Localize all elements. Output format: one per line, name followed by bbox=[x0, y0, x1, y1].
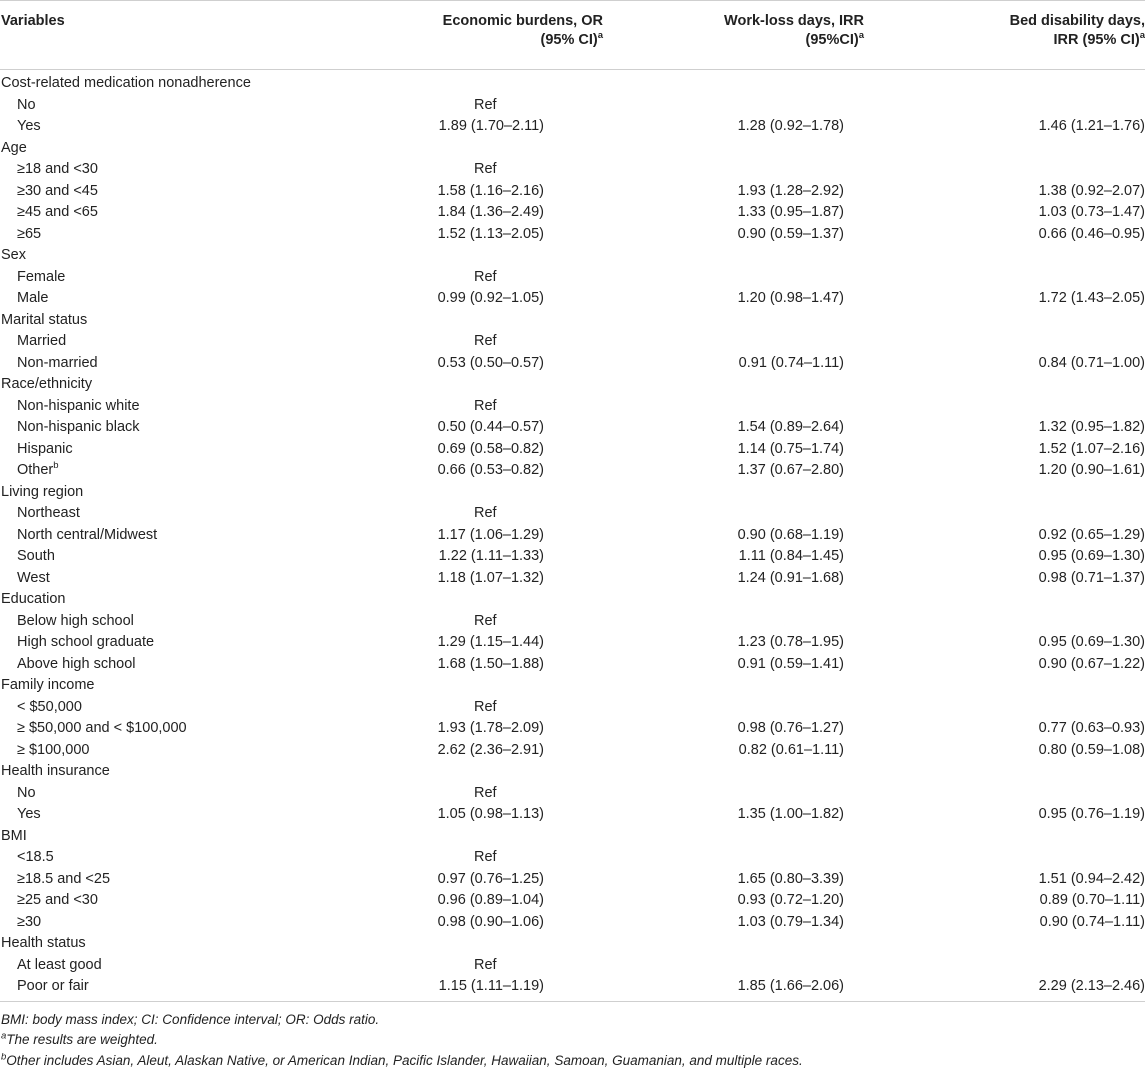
group-row bbox=[0, 589, 1145, 611]
table-row bbox=[0, 116, 1145, 138]
variable-label: ≥ $100,000 bbox=[0, 740, 342, 762]
work-loss-cell bbox=[614, 159, 889, 181]
economic-burden-cell: 0.50 (0.44–0.57) bbox=[342, 417, 614, 439]
economic-burden-cell: 1.68 (1.50–1.88) bbox=[342, 654, 614, 676]
economic-burden-cell bbox=[342, 70, 614, 95]
variable-label: Non-married bbox=[0, 353, 342, 375]
group-label: Health status bbox=[0, 933, 342, 955]
variable-label: ≥ $50,000 and < $100,000 bbox=[0, 718, 342, 740]
economic-burden-cell bbox=[342, 933, 614, 955]
economic-burden-cell: Ref bbox=[342, 697, 614, 719]
work-loss-cell: 1.23 (0.78–1.95) bbox=[614, 632, 889, 654]
work-loss-cell bbox=[614, 955, 889, 977]
economic-burden-cell: 0.96 (0.89–1.04) bbox=[342, 890, 614, 912]
footnote-abbreviations: BMI: body mass index; CI: Confidence interval; OR: Odds ratio. bbox=[1, 1010, 1145, 1031]
table-row bbox=[0, 503, 1145, 525]
variable-label: Other$^b$ bbox=[0, 460, 342, 482]
bed-disability-cell: 1.46 (1.21–1.76) bbox=[889, 116, 1145, 138]
group-row bbox=[0, 675, 1145, 697]
variable-label: West bbox=[0, 568, 342, 590]
economic-burden-cell bbox=[342, 589, 614, 611]
economic-burden-cell: Ref bbox=[342, 783, 614, 805]
bed-disability-cell: 0.66 (0.46–0.95) bbox=[889, 224, 1145, 246]
variable-label: Below high school bbox=[0, 611, 342, 633]
work-loss-cell: 1.93 (1.28–2.92) bbox=[614, 181, 889, 203]
variable-label: <18.5 bbox=[0, 847, 342, 869]
bed-disability-cell: 0.89 (0.70–1.11) bbox=[889, 890, 1145, 912]
bed-disability-cell: 0.80 (0.59–1.08) bbox=[889, 740, 1145, 762]
work-loss-cell: 1.11 (0.84–1.45) bbox=[614, 546, 889, 568]
work-loss-cell: 1.65 (0.80–3.39) bbox=[614, 869, 889, 891]
variable-label: Above high school bbox=[0, 654, 342, 676]
bed-disability-cell bbox=[889, 267, 1145, 289]
economic-burden-cell: 0.97 (0.76–1.25) bbox=[342, 869, 614, 891]
group-row bbox=[0, 826, 1145, 848]
work-loss-cell: 1.03 (0.79–1.34) bbox=[614, 912, 889, 934]
group-row bbox=[0, 245, 1145, 267]
table-footnotes bbox=[0, 1010, 1145, 1071]
bed-disability-cell bbox=[889, 589, 1145, 611]
work-loss-cell bbox=[614, 697, 889, 719]
work-loss-cell: 1.33 (0.95–1.87) bbox=[614, 202, 889, 224]
table-row bbox=[0, 847, 1145, 869]
variable-label: Poor or fair bbox=[0, 976, 342, 1001]
variable-label: Non-hispanic black bbox=[0, 417, 342, 439]
group-row bbox=[0, 374, 1145, 396]
table-row bbox=[0, 976, 1145, 1001]
table-row bbox=[0, 912, 1145, 934]
bed-disability-cell bbox=[889, 95, 1145, 117]
group-row bbox=[0, 482, 1145, 504]
table-row bbox=[0, 611, 1145, 633]
table-row bbox=[0, 632, 1145, 654]
work-loss-cell bbox=[614, 783, 889, 805]
work-loss-cell bbox=[614, 611, 889, 633]
work-loss-cell: 1.28 (0.92–1.78) bbox=[614, 116, 889, 138]
header-work-loss-days: Work-loss days, IRR $(95\%CI)^a$ bbox=[614, 1, 889, 70]
work-loss-cell bbox=[614, 70, 889, 95]
bed-disability-cell: 0.95 (0.69–1.30) bbox=[889, 546, 1145, 568]
variable-label: No bbox=[0, 783, 342, 805]
work-loss-cell bbox=[614, 589, 889, 611]
group-label: Age bbox=[0, 138, 342, 160]
economic-burden-cell: Ref bbox=[342, 331, 614, 353]
table-row bbox=[0, 460, 1145, 482]
economic-burden-cell: 2.62 (2.36–2.91) bbox=[342, 740, 614, 762]
bed-disability-cell: 0.98 (0.71–1.37) bbox=[889, 568, 1145, 590]
economic-burden-cell: 1.22 (1.11–1.33) bbox=[342, 546, 614, 568]
bed-disability-cell bbox=[889, 955, 1145, 977]
bed-disability-cell bbox=[889, 396, 1145, 418]
bed-disability-cell: 1.38 (0.92–2.07) bbox=[889, 181, 1145, 203]
variable-label: No bbox=[0, 95, 342, 117]
table-row bbox=[0, 331, 1145, 353]
bed-disability-cell: 0.84 (0.71–1.00) bbox=[889, 353, 1145, 375]
economic-burden-cell bbox=[342, 374, 614, 396]
variable-label: Yes bbox=[0, 116, 342, 138]
bed-disability-cell bbox=[889, 697, 1145, 719]
work-loss-cell: 0.91 (0.59–1.41) bbox=[614, 654, 889, 676]
table-row bbox=[0, 439, 1145, 461]
work-loss-cell bbox=[614, 396, 889, 418]
economic-burden-cell: Ref bbox=[342, 611, 614, 633]
table-row bbox=[0, 697, 1145, 719]
header-bed-disability-days: Bed disability days, IRR (95% CI)$^a$ bbox=[889, 1, 1145, 70]
group-label: Living region bbox=[0, 482, 342, 504]
footnote-b: $^b$Other includes Asian, Aleut, Alaskan Native, or American Indian, Pacific Islander, Hawaiian, Samoan, Guamanian, and multiple races. bbox=[1, 1051, 1145, 1071]
group-label: Family income bbox=[0, 675, 342, 697]
bed-disability-cell: 2.29 (2.13–2.46) bbox=[889, 976, 1145, 1001]
work-loss-cell: 1.85 (1.66–2.06) bbox=[614, 976, 889, 1001]
group-row bbox=[0, 70, 1145, 95]
economic-burden-cell bbox=[342, 482, 614, 504]
economic-burden-cell: 1.84 (1.36–2.49) bbox=[342, 202, 614, 224]
economic-burden-cell: 0.53 (0.50–0.57) bbox=[342, 353, 614, 375]
variable-label: Female bbox=[0, 267, 342, 289]
economic-burden-cell: 1.05 (0.98–1.13) bbox=[342, 804, 614, 826]
variable-label: ≥18.5 and <25 bbox=[0, 869, 342, 891]
bed-disability-cell: 1.52 (1.07–2.16) bbox=[889, 439, 1145, 461]
bed-disability-cell: 1.51 (0.94–2.42) bbox=[889, 869, 1145, 891]
bed-disability-cell bbox=[889, 611, 1145, 633]
work-loss-cell bbox=[614, 482, 889, 504]
variable-label: ≥30 bbox=[0, 912, 342, 934]
bed-disability-cell: 0.77 (0.63–0.93) bbox=[889, 718, 1145, 740]
work-loss-cell bbox=[614, 503, 889, 525]
table-row bbox=[0, 159, 1145, 181]
bed-disability-cell bbox=[889, 138, 1145, 160]
variable-label: South bbox=[0, 546, 342, 568]
economic-burden-cell bbox=[342, 245, 614, 267]
variable-label: Hispanic bbox=[0, 439, 342, 461]
group-row bbox=[0, 310, 1145, 332]
work-loss-cell bbox=[614, 95, 889, 117]
variable-label: At least good bbox=[0, 955, 342, 977]
variable-label: ≥65 bbox=[0, 224, 342, 246]
table-row bbox=[0, 202, 1145, 224]
work-loss-cell bbox=[614, 374, 889, 396]
bed-disability-cell bbox=[889, 783, 1145, 805]
work-loss-cell: 1.35 (1.00–1.82) bbox=[614, 804, 889, 826]
economic-burden-cell bbox=[342, 826, 614, 848]
work-loss-cell bbox=[614, 331, 889, 353]
table-row bbox=[0, 869, 1145, 891]
work-loss-cell: 0.93 (0.72–1.20) bbox=[614, 890, 889, 912]
work-loss-cell: 0.98 (0.76–1.27) bbox=[614, 718, 889, 740]
table-row bbox=[0, 417, 1145, 439]
work-loss-cell bbox=[614, 675, 889, 697]
group-label: Race/ethnicity bbox=[0, 374, 342, 396]
table-row bbox=[0, 181, 1145, 203]
variable-label: Male bbox=[0, 288, 342, 310]
work-loss-cell: 0.91 (0.74–1.11) bbox=[614, 353, 889, 375]
footnote-a: $^a$The results are weighted. bbox=[1, 1030, 1145, 1051]
economic-burden-cell: Ref bbox=[342, 396, 614, 418]
bed-disability-cell: 0.90 (0.67–1.22) bbox=[889, 654, 1145, 676]
table-row bbox=[0, 288, 1145, 310]
economic-burden-cell: Ref bbox=[342, 267, 614, 289]
group-label: Marital status bbox=[0, 310, 342, 332]
header-variables: Variables bbox=[0, 1, 342, 70]
table-row bbox=[0, 267, 1145, 289]
work-loss-cell: 1.14 (0.75–1.74) bbox=[614, 439, 889, 461]
bed-disability-cell: 1.20 (0.90–1.61) bbox=[889, 460, 1145, 482]
bed-disability-cell bbox=[889, 482, 1145, 504]
group-label: Education bbox=[0, 589, 342, 611]
work-loss-cell: 1.24 (0.91–1.68) bbox=[614, 568, 889, 590]
bed-disability-cell bbox=[889, 310, 1145, 332]
variable-label: < $50,000 bbox=[0, 697, 342, 719]
variable-label: ≥45 and <65 bbox=[0, 202, 342, 224]
economic-burden-cell: 0.66 (0.53–0.82) bbox=[342, 460, 614, 482]
group-row bbox=[0, 138, 1145, 160]
economic-burden-cell: Ref bbox=[342, 847, 614, 869]
economic-burden-cell: 1.17 (1.06–1.29) bbox=[342, 525, 614, 547]
bed-disability-cell: 0.95 (0.69–1.30) bbox=[889, 632, 1145, 654]
bed-disability-cell bbox=[889, 245, 1145, 267]
table-header bbox=[0, 1, 1145, 70]
table-row bbox=[0, 396, 1145, 418]
table-row bbox=[0, 224, 1145, 246]
economic-burden-cell: 1.89 (1.70–2.11) bbox=[342, 116, 614, 138]
work-loss-cell: 0.90 (0.68–1.19) bbox=[614, 525, 889, 547]
work-loss-cell: 1.54 (0.89–2.64) bbox=[614, 417, 889, 439]
economic-burden-cell: 1.18 (1.07–1.32) bbox=[342, 568, 614, 590]
bed-disability-cell: 1.03 (0.73–1.47) bbox=[889, 202, 1145, 224]
bed-disability-cell bbox=[889, 847, 1145, 869]
economic-burden-cell: Ref bbox=[342, 955, 614, 977]
work-loss-cell bbox=[614, 267, 889, 289]
work-loss-cell: 0.90 (0.59–1.37) bbox=[614, 224, 889, 246]
table-row bbox=[0, 568, 1145, 590]
economic-burden-cell bbox=[342, 138, 614, 160]
variable-label: North central/Midwest bbox=[0, 525, 342, 547]
group-label: Cost-related medication nonadherence bbox=[0, 70, 342, 95]
economic-burden-cell: 0.69 (0.58–0.82) bbox=[342, 439, 614, 461]
bed-disability-cell: 0.90 (0.74–1.11) bbox=[889, 912, 1145, 934]
variable-label: Yes bbox=[0, 804, 342, 826]
table-row bbox=[0, 804, 1145, 826]
work-loss-cell bbox=[614, 245, 889, 267]
variable-label: High school graduate bbox=[0, 632, 342, 654]
table-row bbox=[0, 546, 1145, 568]
economic-burden-cell: Ref bbox=[342, 95, 614, 117]
bed-disability-cell bbox=[889, 826, 1145, 848]
bed-disability-cell: 1.32 (0.95–1.82) bbox=[889, 417, 1145, 439]
economic-burden-cell: 0.98 (0.90–1.06) bbox=[342, 912, 614, 934]
work-loss-cell bbox=[614, 826, 889, 848]
bed-disability-cell bbox=[889, 331, 1145, 353]
bed-disability-cell bbox=[889, 933, 1145, 955]
variable-label: Non-hispanic white bbox=[0, 396, 342, 418]
variable-label: Northeast bbox=[0, 503, 342, 525]
table-row bbox=[0, 654, 1145, 676]
work-loss-cell bbox=[614, 138, 889, 160]
bed-disability-cell bbox=[889, 374, 1145, 396]
work-loss-cell bbox=[614, 310, 889, 332]
economic-burden-cell bbox=[342, 675, 614, 697]
work-loss-cell bbox=[614, 933, 889, 955]
table-row bbox=[0, 525, 1145, 547]
table-row bbox=[0, 740, 1145, 762]
economic-burden-cell bbox=[342, 761, 614, 783]
header-row bbox=[0, 1, 1145, 70]
economic-burden-cell: 1.15 (1.11–1.19) bbox=[342, 976, 614, 1001]
table-row bbox=[0, 95, 1145, 117]
group-row bbox=[0, 933, 1145, 955]
work-loss-cell: 1.37 (0.67–2.80) bbox=[614, 460, 889, 482]
work-loss-cell: 0.82 (0.61–1.11) bbox=[614, 740, 889, 762]
variable-label: ≥30 and <45 bbox=[0, 181, 342, 203]
variable-label: ≥25 and <30 bbox=[0, 890, 342, 912]
bed-disability-cell: 0.92 (0.65–1.29) bbox=[889, 525, 1145, 547]
bed-disability-cell bbox=[889, 70, 1145, 95]
bed-disability-cell: 1.72 (1.43–2.05) bbox=[889, 288, 1145, 310]
group-row bbox=[0, 761, 1145, 783]
bed-disability-cell bbox=[889, 761, 1145, 783]
economic-burden-cell: 0.99 (0.92–1.05) bbox=[342, 288, 614, 310]
table-row bbox=[0, 955, 1145, 977]
bed-disability-cell bbox=[889, 159, 1145, 181]
economic-burden-cell: 1.93 (1.78–2.09) bbox=[342, 718, 614, 740]
work-loss-cell: 1.20 (0.98–1.47) bbox=[614, 288, 889, 310]
table-body bbox=[0, 70, 1145, 1002]
bed-disability-cell bbox=[889, 503, 1145, 525]
table-row bbox=[0, 718, 1145, 740]
header-economic-burdens: Economic burdens, OR (95% CI)$^a$ bbox=[342, 1, 614, 70]
table-row bbox=[0, 353, 1145, 375]
bed-disability-cell: 0.95 (0.76–1.19) bbox=[889, 804, 1145, 826]
group-label: BMI bbox=[0, 826, 342, 848]
work-loss-cell bbox=[614, 847, 889, 869]
group-label: Sex bbox=[0, 245, 342, 267]
table-row bbox=[0, 890, 1145, 912]
variable-label: Married bbox=[0, 331, 342, 353]
bed-disability-cell bbox=[889, 675, 1145, 697]
economic-burden-cell bbox=[342, 310, 614, 332]
economic-burden-cell: Ref bbox=[342, 159, 614, 181]
economic-burden-cell: Ref bbox=[342, 503, 614, 525]
group-label: Health insurance bbox=[0, 761, 342, 783]
work-loss-cell bbox=[614, 761, 889, 783]
economic-burden-cell: 1.52 (1.13–2.05) bbox=[342, 224, 614, 246]
variable-label: ≥18 and <30 bbox=[0, 159, 342, 181]
economic-burden-cell: 1.58 (1.16–2.16) bbox=[342, 181, 614, 203]
table-row bbox=[0, 783, 1145, 805]
economic-burden-cell: 1.29 (1.15–1.44) bbox=[342, 632, 614, 654]
